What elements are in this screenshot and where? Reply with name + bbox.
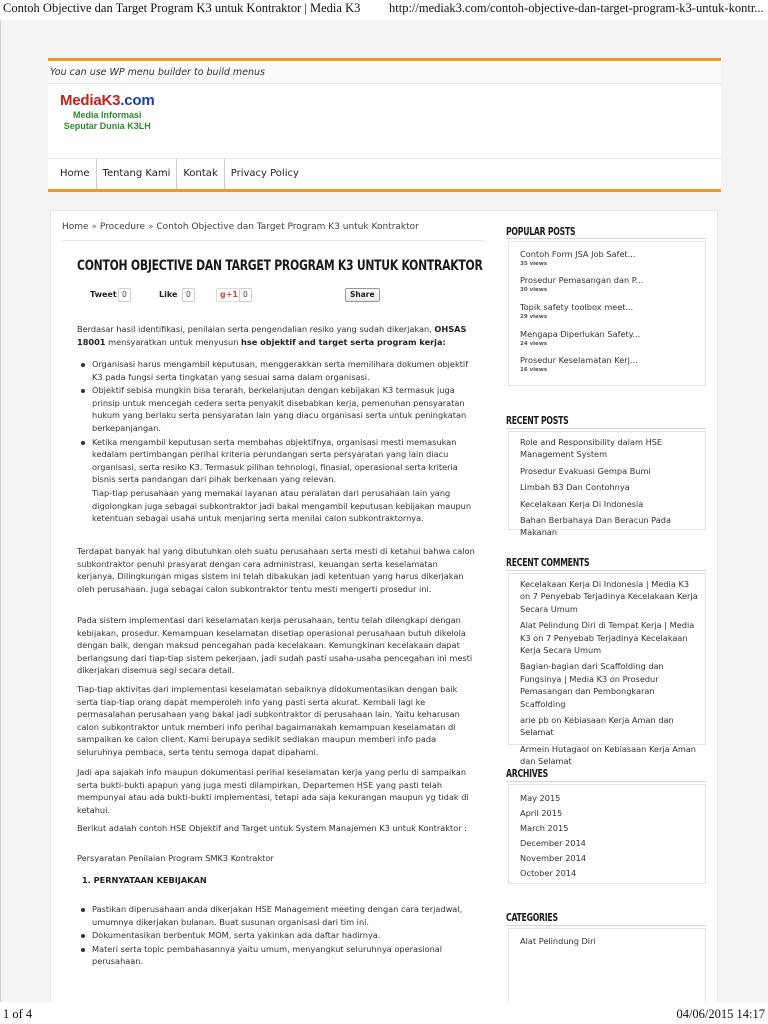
popular-posts-title: POPULAR POSTS xyxy=(506,226,576,238)
divider xyxy=(506,238,706,239)
list-item-continuation: Tiap-tiap perusahaan yang memakai layanan atau peralatan dari perusahaan lain yang digolongkan juga sebagai subkontraktor jadi bakal mengambil keputusan kebijakan maupun ketentuan sebagai usaha untuk menjaring serta menilai calon subkontraktornya. xyxy=(92,487,472,524)
list-item: Organisasi harus mengambil keputusan, menggerakkan serta memilihara dokumen objektif K3 pada fungsi serta tingkatan yang sesuai sama dalam organisasi. xyxy=(77,358,477,383)
recent-comment[interactable]: Alat Pelindung Diri di Tempat Kerja | Media K3 on 7 Penyebab Terjadinya Kecelakaan Kerja Secara Umum xyxy=(520,620,695,656)
divider xyxy=(506,428,706,429)
paragraph: Jadi apa sajakah info maupun dokumentasi perihal keselamatan kerja yang perlu di sampaikan serta bukti-bukti apapun yang juga mesti dilampirkan, Departemen HSE yang pasti telah mempunyai atau ada bukti-bukti implementasi, tetapi ada saja kekurangan maupun yg tidak di ketahui. xyxy=(77,767,469,815)
popular-posts-widget xyxy=(508,241,706,386)
popular-post-link[interactable]: Mengapa Diperlukan Safety... xyxy=(520,329,641,339)
paragraph: Pada sistem implementasi dari keselamatan kerja perusahaan, tentu telah dilengkapi dengan kebijakan, prosedur. Kemampuan keselamatan disetiap operasional perusahaan butuh dikelola dengan baik, dengan maksud pencegahan pada kecelakaan. Kemungkinan kecelakaan dapat berlangsung dari tiap-tiap sistem pekerjaan, jadi sudah pasti usaha-usaha pencegahan ini mesti dikerjakan disemua segi secara detail. xyxy=(77,615,473,676)
list-item: Pastikan diperusahaan anda dikerjakan HSE Management meeting dengan cara terjadwal, umumnya dikerjakan bulanan. Buat susunan organisasi dari tim ini. xyxy=(77,903,477,928)
breadcrumb-procedure[interactable]: Procedure xyxy=(99,222,146,232)
recent-comment[interactable]: arie pb on Kebiasaan Kerja Aman dan Selamat xyxy=(520,715,674,738)
paragraph: Berikut adalah contoh HSE Objektif and Target untuk System Manajemen K3 untuk Kontraktor : xyxy=(77,823,467,833)
list-item: Objektif sebisa mungkin bisa terarah, berkelanjutan dengan kebijakan K3 termasuk juga prinsip untuk mencegah cedera serta penyakit disebabkan kerja, pemenuhan pensyaratan hukum yang berlaku serta pensyaratan lain yang diacu organisasi serta untuk peningkatan berkepanjangan. xyxy=(77,384,477,434)
list-item: Dokumentasikan berbentuk MOM, serta yakinkan ada daftar hadirnya. xyxy=(77,929,477,942)
list-item: Materi serta topic pembahasannya yaitu umum, menyangkut seluruhnya operasional perusahaan. xyxy=(77,943,477,968)
policy-list xyxy=(77,903,477,969)
google-plus-count: 0 xyxy=(239,288,252,302)
divider xyxy=(506,570,706,571)
paragraph: Tiap-tiap aktivitas dari implementasi keselamatan sebaiknya didokumentasikan dengan baik serta tiap-tiap orang dapat memperoleh info yang pasti serta akurat. Kembali lagi ke permasalahan perusahaan yang bakal jadi subkontraktor di perusahaan lain. Yaitu keharusan calon subkontraktor untuk memberi info perihal bagaimanakah kemampuan keselamatan di sampaikan ke calon client. Kami berupaya sedikit sediakan maupun memberi info pada seluruhnya pembaca, serta tentu semoga dapat dipahami. xyxy=(77,684,460,757)
archive-link[interactable]: October 2014 xyxy=(520,868,577,878)
numbered-heading: 1. PERNYATAAN KEBIJAKAN xyxy=(82,875,207,885)
nav-tentang-kami[interactable]: Tentang Kami xyxy=(97,159,178,189)
recent-comments-title: RECENT COMMENTS xyxy=(506,557,590,569)
breadcrumb-separator: » xyxy=(91,222,97,232)
view-count: 24 views xyxy=(520,341,548,348)
list-item xyxy=(509,274,705,301)
archive-link[interactable]: May 2015 xyxy=(520,793,561,803)
objective-list xyxy=(77,358,477,525)
nav-kontak[interactable]: Kontak xyxy=(177,159,224,189)
post-title: CONTOH OBJECTIVE DAN TARGET PROGRAM K3 UNTUK KONTRAKTOR xyxy=(77,258,483,274)
view-count: 30 views xyxy=(520,287,548,294)
divider xyxy=(506,781,706,782)
archive-link[interactable]: November 2014 xyxy=(520,853,587,863)
intro-paragraph: Berdasar hasil identifikasi, penilaian serta pengendalian resiko yang sudah dikerjakan, OHSAS 18001 mensyaratkan untuk menyusun hse objektif and target serta program kerja: xyxy=(77,324,467,347)
top-bar xyxy=(48,58,721,84)
divider xyxy=(506,925,706,926)
recent-comment[interactable]: Bagian-bagian dari Scaffolding dan Fungsinya | Media K3 on Prosedur Pemasangan dan Pembongkaran Scaffolding xyxy=(520,661,664,709)
print-footer xyxy=(0,1006,768,1024)
archives-title: ARCHIVES xyxy=(506,768,548,780)
like-count: 0 xyxy=(182,288,195,302)
share-bar xyxy=(77,288,373,304)
divider xyxy=(62,240,484,241)
recent-post-link[interactable]: Limbah B3 Dan Contohnya xyxy=(520,482,630,493)
google-plus-button[interactable]: g+1 xyxy=(216,288,242,302)
archive-link[interactable]: March 2015 xyxy=(520,823,569,833)
popular-post-link[interactable]: Topik safety toolbox meet... xyxy=(520,302,634,312)
print-url: http://mediak3.com/contoh-objective-dan-target-program-k3-untuk-kontr... xyxy=(389,1,764,15)
like-button[interactable]: Like xyxy=(159,290,178,299)
breadcrumb xyxy=(62,222,419,232)
logo-tagline: Media Informasi Seputar Dunia K3LH xyxy=(63,110,151,131)
view-count: 29 views xyxy=(520,314,548,321)
recent-comments-widget xyxy=(508,573,706,767)
recent-post-link[interactable]: Prosedur Evakuasi Gempa Bumi xyxy=(520,465,651,476)
archive-link[interactable]: April 2015 xyxy=(520,808,563,818)
list-item xyxy=(509,248,705,274)
archives-widget xyxy=(508,784,706,884)
site-logo[interactable] xyxy=(60,92,155,132)
recent-posts-title: RECENT POSTS xyxy=(506,415,569,427)
archive-link[interactable]: December 2014 xyxy=(520,838,586,848)
breadcrumb-current: Contoh Objective dan Target Program K3 untuk Kontraktor xyxy=(156,222,419,232)
main-nav xyxy=(48,158,721,192)
logo-wordmark: MediaK3.com xyxy=(60,92,155,109)
list-item xyxy=(509,301,705,328)
tweet-count: 0 xyxy=(118,288,131,302)
recent-comment[interactable]: Armein Hutagaol on Kebiasaan Kerja Aman dan Selamat xyxy=(520,743,696,767)
paragraph: Persyaratan Penilaian Program SMK3 Kontraktor xyxy=(77,853,274,863)
popular-post-link[interactable]: Prosedur Keselamatan Kerj... xyxy=(520,355,638,365)
menu-notice: You can use WP menu builder to build menus xyxy=(50,67,265,78)
recent-post-link[interactable]: Bahan Berbahaya Dan Beracun Pada Makanan xyxy=(520,515,671,538)
list-item xyxy=(509,354,705,380)
categories-title: CATEGORIES xyxy=(506,912,558,924)
list-item: Ketika mengambil keputusan serta membahas objektifnya, organisasi mesti memasukan kedalam pertimbangan perihal kriteria perundangan serta persyaratan yang lain diacu organisasi, serta resiko K3. Termasuk pilihan tehnologi, finasial, operasional serta kriteria bisnis serta pandangan dari pihak berkenaan yang relevan. xyxy=(77,436,477,486)
print-datetime: 04/06/2015 14:17 xyxy=(676,1007,765,1021)
print-title: Contoh Objective dan Target Program K3 untuk Kontraktor | Media K3 xyxy=(3,1,361,15)
page-number: 1 of 4 xyxy=(3,1007,33,1021)
site-header xyxy=(48,84,721,158)
view-count: 16 views xyxy=(520,367,548,374)
recent-post-link[interactable]: Kecelakaan Kerja Di Indonesia xyxy=(520,498,644,509)
recent-comment[interactable]: Kecelakaan Kerja Di Indonesia | Media K3 on 7 Penyebab Terjadinya Kecelakaan Kerja Secara Umum xyxy=(520,579,698,614)
paragraph: Terdapat banyak hal yang dibutuhkan oleh suatu perusahaan serta mesti di ketahui bahwa calon subkontraktor penuhi prasyarat dengan cara administrasi, keuangan serta keselamatan kerjanya. Dilingkungan migas sistem ini telah dibakukan jadi ketentuan yang harus dikerjakan oleh perusahaan. Juga sebagai calon subkontraktor tentu mesti mengerti prosedur ini. xyxy=(77,546,475,594)
recent-posts-widget xyxy=(508,431,706,538)
breadcrumb-separator: » xyxy=(147,222,154,232)
breadcrumb-home[interactable]: Home xyxy=(62,222,89,232)
nav-privacy-policy[interactable]: Privacy Policy xyxy=(230,168,299,179)
recent-post-link[interactable]: Role and Responsibility dalam HSE Management System xyxy=(520,437,663,460)
share-button[interactable]: Share xyxy=(345,288,380,302)
popular-post-link[interactable]: Prosedur Pemasangan dan P... xyxy=(520,275,644,285)
tweet-button[interactable]: Tweet xyxy=(90,290,117,299)
nav-home[interactable]: Home xyxy=(48,159,97,189)
popular-post-link[interactable]: Contoh Form JSA Job Safet... xyxy=(520,249,636,259)
list-item xyxy=(509,328,705,354)
categories-widget xyxy=(508,928,706,1002)
print-header xyxy=(0,0,768,18)
view-count: 35 views xyxy=(520,261,548,268)
category-link[interactable]: Alat Pelindung Diri xyxy=(520,936,596,946)
